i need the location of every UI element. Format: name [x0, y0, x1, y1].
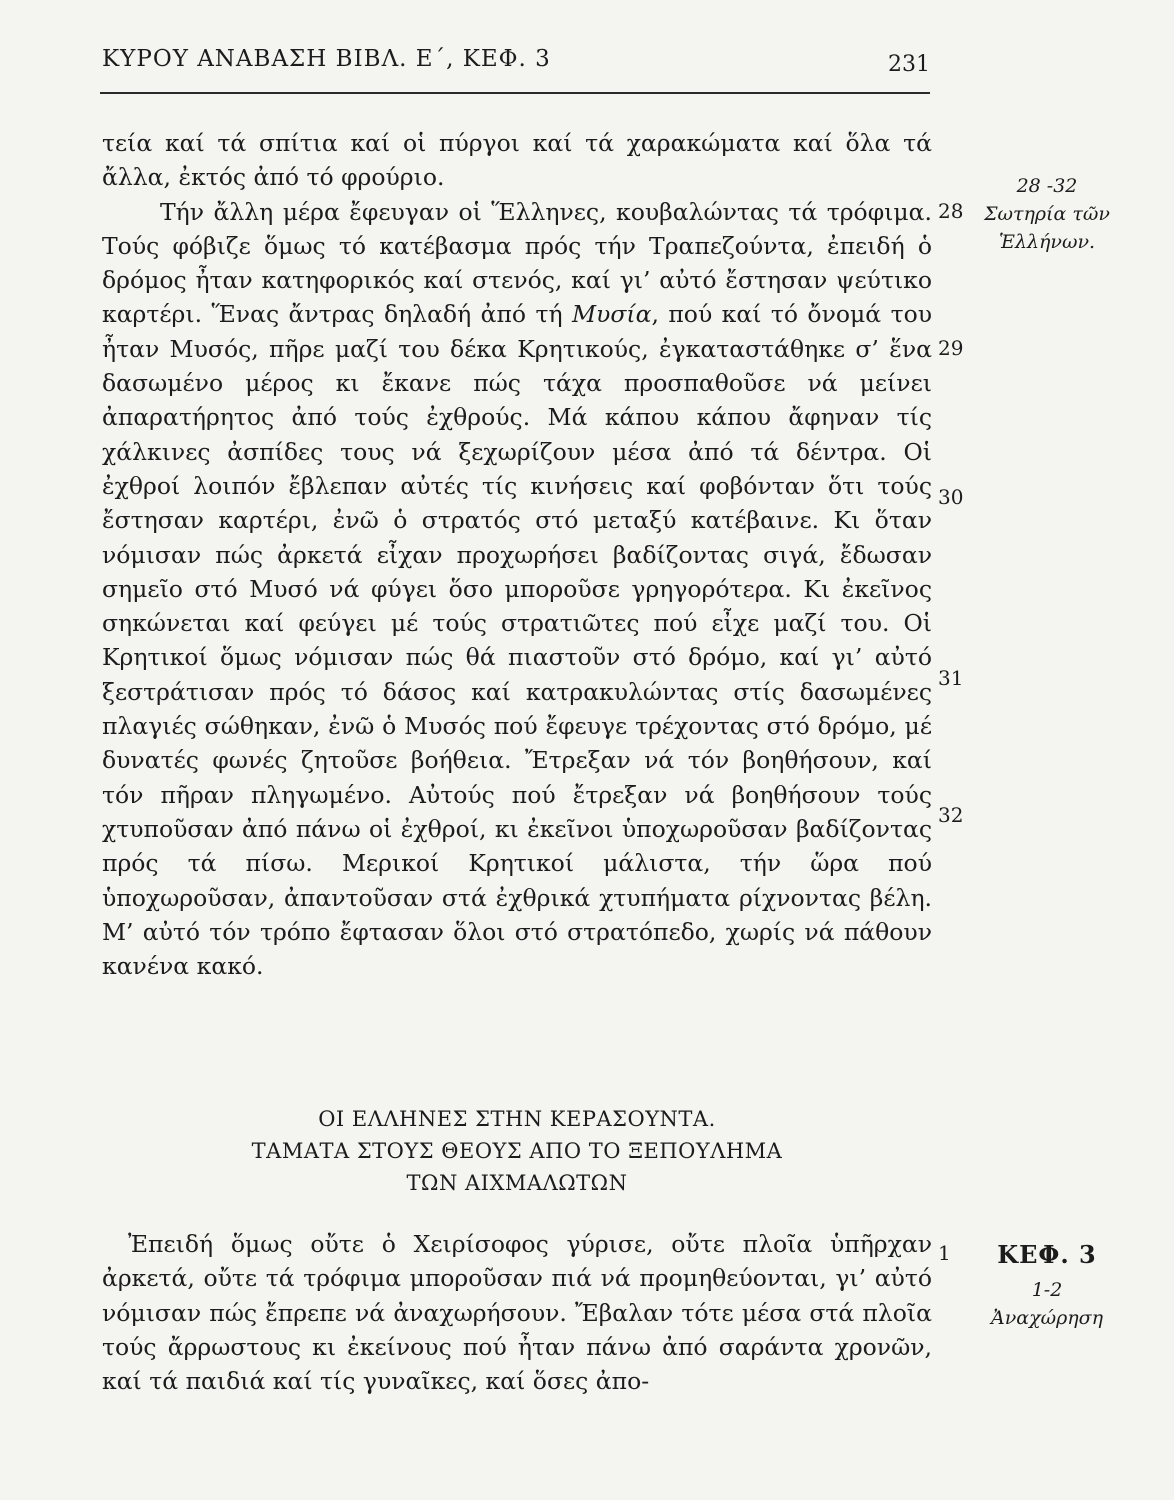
- paragraph-2-part-b: , πού καί τό ὄνομά του ἦταν Μυσός, πῆρε μαζί του δέκα Κρητικούς, ἐγκαταστάθηκε σ’ ἕνα δασωμένο μέρος κι ἔκανε πώς τάχα προσπαθοῦσε νά μείνει ἀπαρατήρητος ἀπό τούς ἐχθρούς. Μά κάπου κάπου ἄφηναν τίς χάλκινες ἀσπίδες τους νά ξεχωρίζουν μέσα ἀπό τά δέντρα. Οἱ ἐχθροί λοιπόν ἔβλεπαν αὐτές τίς κινήσεις καί φοβόνταν ὅτι τούς ἔστησαν καρτέρι, ἐνῶ ὁ στρατός στό μεταξύ κατέβαινε. Κι ὅταν νόμισαν πώς ἀρκετά εἶχαν προχωρήσει βαδίζοντας σιγά, ἔδωσαν σημεῖο στό Μυσό νά φύγει ὅσο μποροῦσε γρηγορότερα. Κι ἐκεῖνος σηκώνεται καί φεύγει μέ τούς στρατιῶτες πού εἶχε μαζί του. Οἱ Κρητικοί ὅμως νόμισαν πώς θά πιαστοῦν στό δρόμο, καί γι’ αὐτό ξεστράτισαν πρός τό δάσος καί κατρακυλώντας στίς δασωμένες πλαγιές σώθηκαν, ἐνῶ ὁ Μυσός πού ἔφευγε τρέχοντας στό δρόμο, μέ δυνατές φωνές ζητοῦσε βοήθεια. Ἔτρεξαν νά τόν βοηθήσουν, καί τόν πῆραν πληγωμένο. Αὐτούς πού ἔτρεξαν νά βοηθήσουν τούς χτυποῦσαν ἀπό πάνω οἱ ἐχθροί, κι ἐκεῖνοι ὑποχωροῦσαν βαδίζοντας πρός τά πίσω. Μερικοί Κρητικοί μάλιστα, τήν ὥρα πού ὑποχωροῦσαν, ἀπαντοῦσαν στά ἐχθρικά χτυπήματα ρίχνοντας βέλη. Μ’ αὐτό τόν τρόπο ἔφτασαν ὅλοι στό στρατόπεδο, χωρίς νά πάθουν κανένα κακό.: [102, 300, 933, 981]
- section-heading: [102, 1103, 932, 1199]
- main-text-block-2: [102, 1227, 932, 1398]
- paragraph-1: τεία καί τά σπίτια καί οἱ πύργοι καί τά χαρακώματα καί ὅλα τά ἄλλα, ἐκτός ἀπό τό φρούριο.: [102, 129, 932, 192]
- chapter-note-title: Ἀναχώρηση: [990, 1307, 1103, 1329]
- margin-number-30: 30: [938, 485, 964, 509]
- page-number: 231: [888, 52, 930, 77]
- header-rule: [100, 92, 930, 94]
- chapter-label: ΚΕΦ. 3: [997, 1240, 1097, 1269]
- chapter-note: [972, 1276, 1122, 1332]
- running-header: ΚΥΡΟΥ ΑΝΑΒΑΣΗ ΒΙΒΛ. Ε΄, ΚΕΦ. 3: [102, 46, 551, 72]
- margin-number-28: 28: [938, 199, 964, 223]
- paragraph-2: [102, 195, 932, 984]
- chapter-note-range: 1-2: [1031, 1279, 1063, 1301]
- main-text-block-1: [102, 126, 932, 983]
- section-heading-line-1: ΟΙ ΕΛΛΗΝΕΣ ΣΤΗΝ ΚΕΡΑΣΟΥΝΤΑ.: [318, 1107, 716, 1131]
- section-heading-line-2: ΤΑΜΑΤΑ ΣΤΟΥΣ ΘΕΟΥΣ ΑΠΟ ΤΟ ΞΕΠΟΥΛΗΜΑ: [251, 1139, 783, 1163]
- place-name-mysia: Μυσία: [571, 300, 652, 329]
- side-note-range: 28 -32: [1016, 175, 1078, 197]
- section-heading-line-3: ΤΩΝ ΑΙΧΜΑΛΩΤΩΝ: [406, 1171, 628, 1195]
- margin-number-32: 32: [938, 803, 964, 827]
- paragraph-2-part-a: Τήν ἄλλη μέρα ἔφευγαν οἱ Ἕλληνες, κουβαλώντας τά τρόφιμα. Τούς φόβιζε ὅμως τό κατέβασμα πρός τήν Τραπεζούντα, ἐπειδή ὁ δρόμος ἦταν κατηφορικός καί στενός, καί γι’ αὐτό ἔστησαν ψεύτικο καρτέρι. Ἕνας ἄντρας δηλαδή ἀπό τή: [102, 197, 932, 329]
- margin-number-29: 29: [938, 336, 964, 360]
- paragraph-3: Ἐπειδή ὅμως οὔτε ὁ Χειρίσοφος γύρισε, οὔτε πλοῖα ὑπῆρχαν ἀρκετά, οὔτε τά τρόφιμα μποροῦσαν πιά νά προμηθεύονται, γι’ αὐτό νόμισαν πώς ἔπρεπε νά ἀναχωρήσουν. Ἔβαλαν τότε μέσα στά πλοῖα τούς ἄρρωστους κι ἐκείνους πού ἦταν πάνω ἀπό σαράντα χρονῶν, καί τά παιδιά καί τίς γυναῖκες, καί ὅσες ἀπο-: [102, 1230, 932, 1396]
- margin-number-1: 1: [938, 1241, 951, 1265]
- margin-number-31: 31: [938, 666, 964, 690]
- side-note: [972, 172, 1122, 256]
- side-note-line-2: Ἑλλήνων.: [998, 231, 1096, 253]
- side-note-line-1: Σωτηρία τῶν: [984, 203, 1110, 225]
